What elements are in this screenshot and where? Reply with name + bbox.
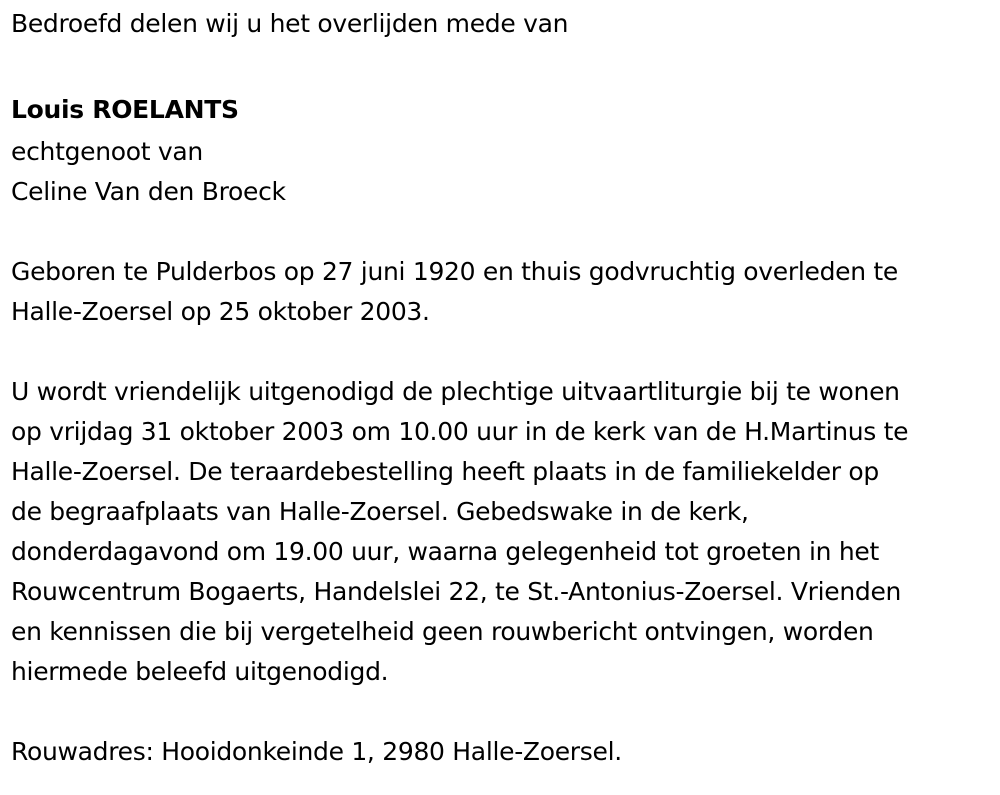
spacer [11,212,996,252]
spacer [11,692,996,732]
invitation-line: op vrijdag 31 oktober 2003 om 10.00 uur in de kerk van de H.Martinus te [11,417,909,446]
invitation-line: donderdagavond om 19.00 uur, waarna gelegenheid tot groeten in het [11,537,879,566]
spacer [11,332,996,372]
relation-line: echtgenoot van [11,137,203,166]
intro-line: Bedroefd delen wij u het overlijden mede van [11,9,569,38]
deceased-name: Louis ROELANTS [11,95,239,124]
invitation-line: de begraafplaats van Halle-Zoersel. Gebedswake in de kerk, [11,497,749,526]
birth-death-line: Halle-Zoersel op 25 oktober 2003. [11,297,430,326]
invitation-line: Rouwcentrum Bogaerts, Handelslei 22, te St.-Antonius-Zoersel. Vrienden [11,577,902,606]
birth-death-paragraph [11,252,996,332]
invitation-line: hiermede beleefd uitgenodigd. [11,657,389,686]
invitation-line: Halle-Zoersel. De teraardebestelling heeft plaats in de familiekelder op [11,457,879,486]
spouse-name: Celine Van den Broeck [11,177,286,206]
invitation-paragraph [11,372,996,692]
invitation-line: en kennissen die bij vergetelheid geen rouwbericht ontvingen, worden [11,617,874,646]
invitation-line: U wordt vriendelijk uitgenodigd de plechtige uitvaartliturgie bij te wonen [11,377,900,406]
obituary-document [11,0,996,772]
address-line: Rouwadres: Hooidonkeinde 1, 2980 Halle-Zoersel. [11,737,622,766]
birth-death-line: Geboren te Pulderbos op 27 juni 1920 en thuis godvruchtig overleden te [11,257,898,286]
